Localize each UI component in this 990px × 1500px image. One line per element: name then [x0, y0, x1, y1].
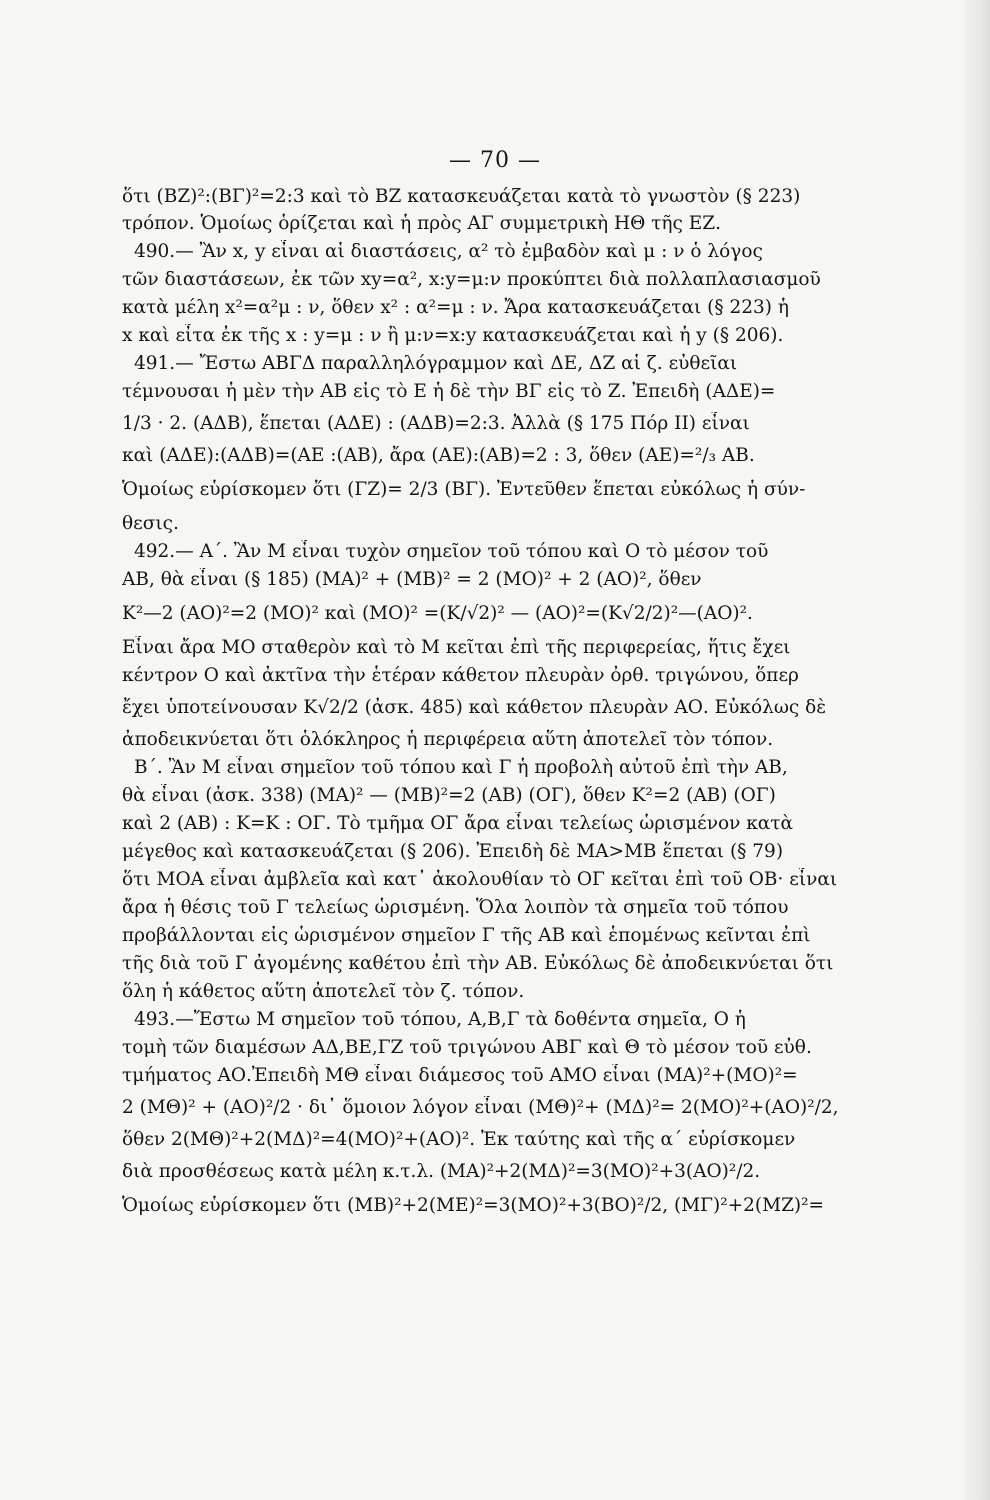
- text-line: ὅτι (ΒΖ)²:(ΒΓ)²=2:3 καὶ τὸ ΒΖ κατασκευάζεται κατὰ τὸ γνωστὸν (§ 223): [122, 186, 801, 207]
- text-line: Ὁμοίως εὑρίσκομεν ὅτι (ΜΒ)²+2(ΜΕ)²=3(ΜΟ)²+3(ΒΟ)²/2, (ΜΓ)²+2(ΜΖ)²=: [122, 1195, 825, 1216]
- text-line: τρόπον. Ὁμοίως ὁρίζεται καὶ ἡ πρὸς ΑΓ συμμετρικὴ ΗΘ τῆς ΕΖ.: [122, 213, 721, 234]
- text-line: ἔχει ὑποτείνουσαν Κ√2/2 (ἀσκ. 485) καὶ κάθετον πλευρὰν ΑΟ. Εὐκόλως δὲ: [122, 697, 827, 718]
- text-line: ΑΒ, θὰ εἶναι (§ 185) (ΜΑ)² + (ΜΒ)² = 2 (ΜΟ)² + 2 (ΑΟ)², ὅθεν: [122, 569, 702, 590]
- text-line: θεσις.: [122, 513, 179, 534]
- text-line: διὰ προσθέσεως κατὰ μέλη κ.τ.λ. (ΜΑ)²+2(ΜΔ)²=3(ΜΟ)²+3(ΑΟ)²/2.: [122, 1161, 761, 1182]
- text-line: ὅλη ἡ κάθετος αὕτη ἀποτελεῖ τὸν ζ. τόπον.: [122, 981, 525, 1002]
- text-line: ἄρα ἡ θέσις τοῦ Γ τελείως ὡρισμένη. Ὅλα λοιπὸν τὰ σημεῖα τοῦ τόπου: [122, 897, 789, 918]
- text-line: ὅθεν 2(ΜΘ)²+2(ΜΔ)²=4(ΜΟ)²+(ΑΟ)². Ἐκ ταύτης καὶ τῆς α΄ εὑρίσκομεν: [122, 1129, 796, 1150]
- text-line: προβάλλονται εἰς ὡρισμένον σημεῖον Γ τῆς ΑΒ καὶ ἑπομένως κεῖνται ἐπὶ: [122, 925, 811, 946]
- text-line: 493.—Ἔστω Μ σημεῖον τοῦ τόπου, Α,Β,Γ τὰ δοθέντα σημεῖα, Ο ἡ: [134, 1009, 746, 1030]
- text-line: 490.— Ἂν x, y εἶναι αἱ διαστάσεις, α² τὸ ἐμβαδὸν καὶ μ : ν ὁ λόγος: [134, 241, 763, 262]
- text-line: τομὴ τῶν διαμέσων ΑΔ,ΒΕ,ΓΖ τοῦ τριγώνου ΑΒΓ καὶ Θ τὸ μέσον τοῦ εὐθ.: [122, 1037, 812, 1058]
- text-line: τέμνουσαι ἡ μὲν τὴν ΑΒ εἰς τὸ Ε ἡ δὲ τὴν ΒΓ εἰς τὸ Ζ. Ἐπειδὴ (ΑΔΕ)=: [122, 381, 776, 402]
- text-line: Β΄. Ἂν Μ εἶναι σημεῖον τοῦ τόπου καὶ Γ ἡ προβολὴ αὐτοῦ ἐπὶ τὴν ΑΒ,: [134, 757, 788, 778]
- text-line: Ὁμοίως εὑρίσκομεν ὅτι (ΓΖ)= 2/3 (ΒΓ). Ἐντεῦθεν ἕπεται εὐκόλως ἡ σύν-: [122, 479, 806, 500]
- text-line: τῶν διαστάσεων, ἐκ τῶν xy=α², x:y=μ:ν προκύπτει διὰ πολλαπλασιασμοῦ: [122, 269, 821, 290]
- text-line: 491.— Ἔστω ΑΒΓΔ παραλληλόγραμμον καὶ ΔΕ, ΔΖ αἱ ζ. εὐθεῖαι: [134, 353, 738, 374]
- text-line: καὶ 2 (ΑΒ) : Κ=Κ : ΟΓ. Τὸ τμῆμα ΟΓ ἄρα εἶναι τελείως ὡρισμένον κατὰ: [122, 813, 794, 834]
- text-line: κέντρον Ο καὶ ἀκτῖνα τὴν ἑτέραν κάθετον πλευρὰν ὀρθ. τριγώνου, ὅπερ: [122, 665, 799, 686]
- text-line: 1/3 · 2. (ΑΔΒ), ἕπεται (ΑΔΕ) : (ΑΔΒ)=2:3. Ἀλλὰ (§ 175 Πόρ ΙΙ) εἶναι: [122, 413, 750, 434]
- page-edge-shadow: [964, 0, 990, 1500]
- text-line: x καὶ εἶτα ἐκ τῆς x : y=μ : ν ἢ μ:ν=x:y κατασκευάζεται καὶ ἡ y (§ 206).: [122, 325, 784, 346]
- text-line: μέγεθος καὶ κατασκευάζεται (§ 206). Ἐπειδὴ δὲ ΜΑ>ΜΒ ἕπεται (§ 79): [122, 841, 784, 862]
- text-line: καὶ (ΑΔΕ):(ΑΔΒ)=(ΑΕ :(ΑΒ), ἄρα (ΑΕ):(ΑΒ)=2 : 3, ὅθεν (ΑΕ)=²/₃ ΑΒ.: [122, 445, 755, 466]
- text-line: ἀποδεικνύεται ὅτι ὁλόκληρος ἡ περιφέρεια αὕτη ἀποτελεῖ τὸν τόπον.: [122, 729, 774, 750]
- text-line: Εἶναι ἄρα ΜΟ σταθερὸν καὶ τὸ Μ κεῖται ἐπὶ τῆς περιφερείας, ἥτις ἔχει: [122, 637, 791, 658]
- text-line: κατὰ μέλη x²=α²μ : ν, ὅθεν x² : α²=μ : ν. Ἄρα κατασκευάζεται (§ 223) ἡ: [122, 297, 789, 318]
- text-line: θὰ εἶναι (ἀσκ. 338) (ΜΑ)² — (ΜΒ)²=2 (ΑΒ) (ΟΓ), ὅθεν Κ²=2 (ΑΒ) (ΟΓ): [122, 785, 776, 806]
- text-line: τμήματος ΑΟ.Ἐπειδὴ ΜΘ εἶναι διάμεσος τοῦ ΑΜΟ εἶναι (ΜΑ)²+(ΜΟ)²=: [122, 1065, 798, 1086]
- text-line: ὅτι ΜΟΑ εἶναι ἀμβλεῖα καὶ κατ᾽ ἀκολουθίαν τὸ ΟΓ κεῖται ἐπὶ τοῦ ΟΒ· εἶναι: [122, 869, 838, 890]
- page-number: — 70 —: [449, 148, 541, 173]
- text-line: τῆς διὰ τοῦ Γ ἀγομένης καθέτου ἐπὶ τὴν ΑΒ. Εὐκόλως δὲ ἀποδεικνύεται ὅτι: [122, 953, 834, 974]
- text-line: Κ²—2 (ΑΟ)²=2 (ΜΟ)² καὶ (ΜΟ)² =(Κ/√2)² — (ΑΟ)²=(Κ√2/2)²—(ΑΟ)².: [122, 603, 753, 624]
- text-line: 2 (ΜΘ)² + (ΑΟ)²/2 · δι᾽ ὅμοιον λόγον εἶναι (ΜΘ)²+ (ΜΔ)²= 2(ΜΟ)²+(ΑΟ)²/2,: [122, 1097, 839, 1118]
- text-line: 492.— Α΄. Ἂν Μ εἶναι τυχὸν σημεῖον τοῦ τόπου καὶ Ο τὸ μέσον τοῦ: [134, 541, 769, 562]
